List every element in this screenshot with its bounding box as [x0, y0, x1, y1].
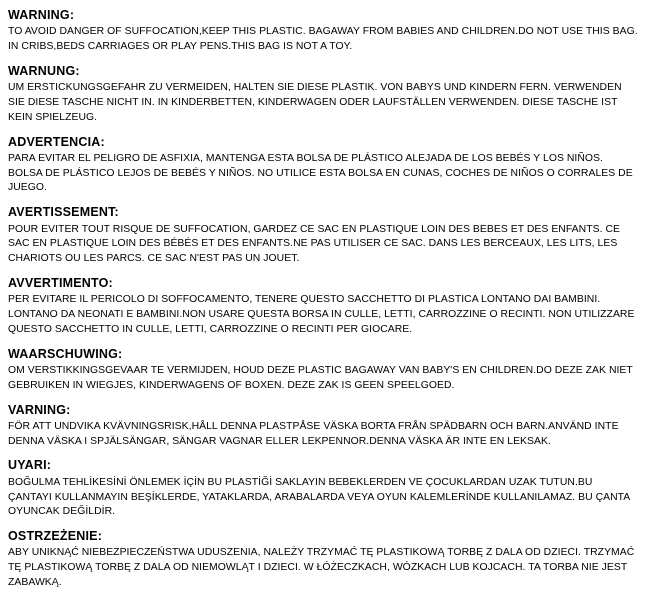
warning-text-italian: PER EVITARE IL PERICOLO DI SOFFOCAMENTO, TENERE QUESTO SACCHETTO DI PLASTICA LONTANO DAI BAMBINI. LONTANO DA NEONATI E BAMBINI.NON USARE QUESTA BORSA IN CULLE, LETTI, CARROZZINE O RECINTI. NON UTILIZZARE QUESTO SACCHETTO IN CULLE, LETTI, CARROZZINE O RECINTI PER GIOCARE. [8, 294, 635, 335]
warning-text-turkish: BOĞULMA TEHLİKESİNİ ÖNLEMEK İÇİN BU PLASTİĞİ SAKLAYIN BEBEKLERDEN VE ÇOCUKLARDAN UZAK TUTUN.BU ÇANTAYI KULLANMAYIN BEŞİKLERDE, YATAKLARDA, ARABALARDA VEYA OYUN KALEMLERİNDE KULLANILAMAZ. BU ÇANTA OYUNCAK DEĞİLDİR. [8, 476, 630, 518]
warning-text-spanish: PARA EVITAR EL PELIGRO DE ASFIXIA, MANTENGA ESTA BOLSA DE PLÁSTICO ALEJADA DE LOS BEBÉS Y LOS NIÑOS. BOLSA DE PLÁSTICO LEJOS DE BEBÉS Y NIÑOS. NO UTILICE ESTA BOLSA EN CUNAS, COCHES DE NIÑOS O CORRALES DE JUEGO. [8, 152, 633, 194]
warning-section-french [8, 205, 639, 267]
warning-section-turkish [8, 458, 639, 520]
warning-text-english: TO AVOID DANGER OF SUFFOCATION,KEEP THIS PLASTIC. BAGAWAY FROM BABIES AND CHILDREN.DO NOT USE THIS BAG. IN CRIBS,BEDS CARRIAGES OR PLAY PENS.THIS BAG IS NOT A TOY. [8, 26, 638, 53]
warning-heading-french: AVERTISSEMENT: [8, 205, 119, 220]
warning-section-dutch [8, 347, 639, 394]
warning-section-polish [8, 529, 639, 591]
warning-text-swedish: FÖR ATT UNDVIKA KVÄVNINGSRISK,HÅLL DENNA PLASTPÅSE VÄSKA BORTA FRÅN SPÄDBARN OCH BARN.ANVÄND INTE DENNA VÄSKA I SPJÄLSÄNGAR, SÄNGAR VAGNAR ELLER LEKPENNOR.DENNA VÄSKA ÄR INTE EN LEKSAK. [8, 420, 619, 447]
warning-section-italian [8, 276, 639, 338]
warning-heading-italian: AVVERTIMENTO: [8, 275, 113, 290]
warning-text-german: UM ERSTICKUNGSGEFAHR ZU VERMEIDEN, HALTEN SIE DIESE PLASTIK. VON BABYS UND KINDERN FERN. VERWENDEN SIE DIESE TASCHE NICHT IN. IN KINDERBETTEN, KINDERWAGEN ODER LAUFSTÄLLEN VERWENDEN. DIESE TASCHE IST KEIN SPIELZEUG. [8, 82, 622, 123]
warning-heading-spanish: ADVERTENCIA: [8, 134, 105, 149]
warning-text-french: POUR EVITER TOUT RISQUE DE SUFFOCATION, GARDEZ CE SAC EN PLASTIQUE LOIN DES BEBES ET DES ENFANTS. CE SAC EN PLASTIQUE LOIN DES BÉBÉS ET DES ENFANTS.NE PAS UTILISER CE SAC. DANS LES BERCEAUX, LES LITS, LES CHARIOTS OU LES PARCS. CE SAC N'EST PAS UN JOUET. [8, 223, 621, 265]
warning-heading-german: WARNUNG: [8, 63, 80, 78]
warning-heading-dutch: WAARSCHUWING: [8, 346, 123, 361]
warning-heading-english: WARNING: [8, 8, 75, 22]
warning-text-polish: ABY UNIKNĄĆ NIEBEZPIECZEŃSTWA UDUSZENIA, NALEŻY TRZYMAĆ TĘ PLASTIKOWĄ TORBĘ Z DALA OD DZIECI. TRZYMAĆ TĘ PLASTIKOWĄ TORBĘ Z DALA OD NIEMOWLĄT I DZIECI. W ŁÓŻECZKACH, WÓZKACH LUB KOJCACH. TA TORBA NIE JEST ZABAWKĄ. [8, 547, 635, 588]
warning-section-english [8, 8, 639, 55]
warning-section-german [8, 64, 639, 126]
warning-text-dutch: OM VERSTIKKINGSGEVAAR TE VERMIJDEN, HOUD DEZE PLASTIC BAGAWAY VAN BABY'S EN CHILDREN.DO DEZE ZAK NIET GEBRUIKEN IN WIEGJES, KINDERWAGENS OF BOXEN. DEZE ZAK IS GEEN SPEELGOED. [8, 364, 633, 391]
warning-section-swedish [8, 403, 639, 450]
warning-section-spanish [8, 135, 639, 197]
warning-heading-turkish: UYARI: [8, 458, 52, 473]
warning-heading-polish: OSTRZEŻENIE: [8, 529, 103, 544]
warning-heading-swedish: VARNING: [8, 402, 71, 417]
